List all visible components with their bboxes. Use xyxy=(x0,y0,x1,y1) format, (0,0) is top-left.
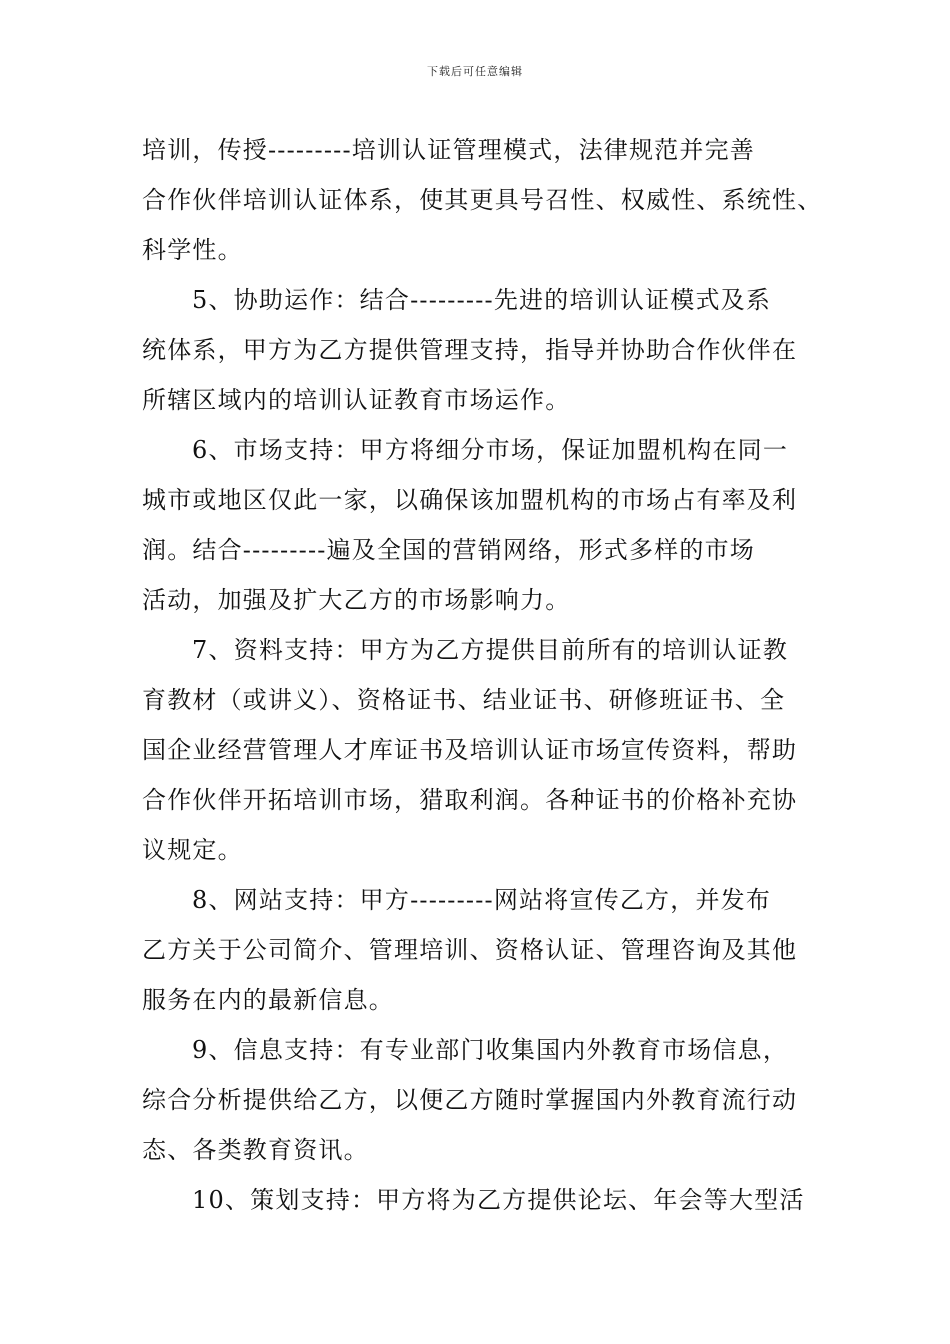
text-line: 态、各类教育资讯。 xyxy=(142,1136,369,1164)
text-line: 科学性。 xyxy=(142,236,243,264)
paragraph-start-9: 9、信息支持：有专业部门收集国内外教育市场信息， xyxy=(192,1036,789,1064)
text-line: 城市或地区仅此一家，以确保该加盟机构的市场占有率及利 xyxy=(142,486,798,514)
paragraph-start-10: 10、策划支持：甲方将为乙方提供论坛、年会等大型活 xyxy=(192,1186,805,1214)
text-line: 国企业经营管理人才库证书及培训认证市场宣传资料，帮助 xyxy=(142,736,798,764)
paragraph-start-7: 7、资料支持：甲方为乙方提供目前所有的培训认证教 xyxy=(192,636,789,664)
text-line: 活动，加强及扩大乙方的市场影响力。 xyxy=(142,586,571,614)
text-line: 乙方关于公司简介、管理培训、资格认证、管理咨询及其他 xyxy=(142,936,798,964)
text-line: 综合分析提供给乙方，以便乙方随时掌握国内外教育流行动 xyxy=(142,1086,798,1114)
text-line: 合作伙伴培训认证体系，使其更具号召性、权威性、系统性、 xyxy=(142,186,823,214)
text-line: 育教材（或讲义）、资格证书、结业证书、研修班证书、全 xyxy=(142,686,786,714)
paragraph-start-5: 5、协助运作：结合---------先进的培训认证模式及系 xyxy=(192,286,772,314)
text-line: 合作伙伴开拓培训市场，猎取利润。各种证书的价格补充协 xyxy=(142,786,798,814)
text-line: 所辖区域内的培训认证教育市场运作。 xyxy=(142,386,571,414)
text-line: 服务在内的最新信息。 xyxy=(142,986,394,1014)
paragraph-start-6: 6、市场支持：甲方将细分市场，保证加盟机构在同一 xyxy=(192,436,789,464)
text-line: 润。结合---------遍及全国的营销网络，形式多样的市场 xyxy=(142,536,755,564)
text-line: 议规定。 xyxy=(142,836,243,864)
text-line: 培训，传授---------培训认证管理模式，法律规范并完善 xyxy=(142,136,755,164)
paragraph-start-8: 8、网站支持：甲方---------网站将宣传乙方，并发布 xyxy=(192,886,772,914)
page-header: 下载后可任意编辑 xyxy=(427,65,523,78)
document-body xyxy=(142,125,832,1225)
text-line: 统体系，甲方为乙方提供管理支持，指导并协助合作伙伴在 xyxy=(142,336,798,364)
